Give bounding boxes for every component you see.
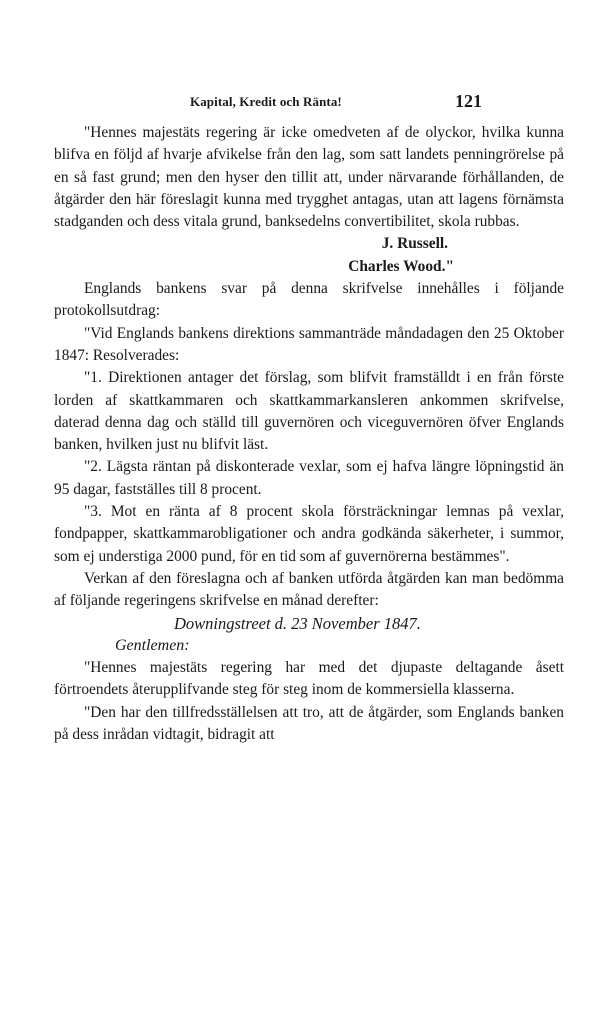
paragraph-government-letter: "Hennes majestäts regering är icke omedveten af de olyckor, hvilka kunna blifva en följd af hvarje afvikelse från den lag, som satt landets penningrörelse på en så fast grund; men den hyser den tillit att, under närvarande förhållanden, de åtgärder den här föreslagit kunna med trygghet antagas, utan att lagens förnämsta stadganden och dess vitala grund, banksedelns convertibilitet, skola rubbas.	[54, 124, 564, 231]
paragraph-letter-1: "Hennes majestäts regering har med det djupaste deltagande åsett förtroendets återupplifvande steg för steg inom de kommersiella klasserna.	[54, 659, 564, 699]
paragraph-board-meeting: "Vid Englands bankens direktions sammanträde måndadagen den 25 Oktober 1847: Resolverades:	[54, 324, 564, 364]
paragraph-resolution-1: "1. Direktionen antager det förslag, som blifvit framställdt i en från förste lorden af skattkammaren och skattkammarkansleren ankommen skrifvelse, daterad denna dag och ställd till guvernören och viceguvernören öfver Englands banken, hvilken just nu blifvit läst.	[54, 369, 564, 454]
paragraph-letter-2: "Den har den tillfredsställelsen att tro, att de åtgärder, som Englands banken på dess inrådan vidtagit, bidragit att	[54, 703, 564, 744]
letter-salutation: Gentlemen:	[115, 636, 190, 654]
running-title: Kapital, Kredit och Ränta!	[190, 94, 342, 109]
page-number: 121	[455, 91, 482, 111]
paragraph-bank-reply: Englands bankens svar på denna skrifvelse innehålles i följande protokollsutdrag:	[54, 280, 564, 320]
paragraph-effect: Verkan af den föreslagna och af banken utförda åtgärden kan man bedömma af följande regeringens skrifvelse en månad derefter:	[54, 569, 564, 610]
paragraph-resolution-2: "2. Lägsta räntan på diskonterade vexlar, som ej hafva längre löpningstid än 95 dagar, fastställes till 8 procent.	[54, 458, 564, 498]
signature-russell: J. Russell.	[381, 235, 448, 253]
signature-wood: Charles Wood."	[348, 257, 454, 275]
paragraph-resolution-3: "3. Mot en ränta af 8 procent skola försträckningar lemnas på vexlar, fondpapper, skattkammarobligationer och andra godkända säkerheter, i summor, som ej understiga 2000 pund, för en tid som af guvernörerna bestämmes".	[54, 503, 564, 565]
letter-dateline: Downingstreet d. 23 November 1847.	[174, 613, 421, 633]
body-text	[54, 122, 564, 746]
page-header	[0, 91, 616, 114]
